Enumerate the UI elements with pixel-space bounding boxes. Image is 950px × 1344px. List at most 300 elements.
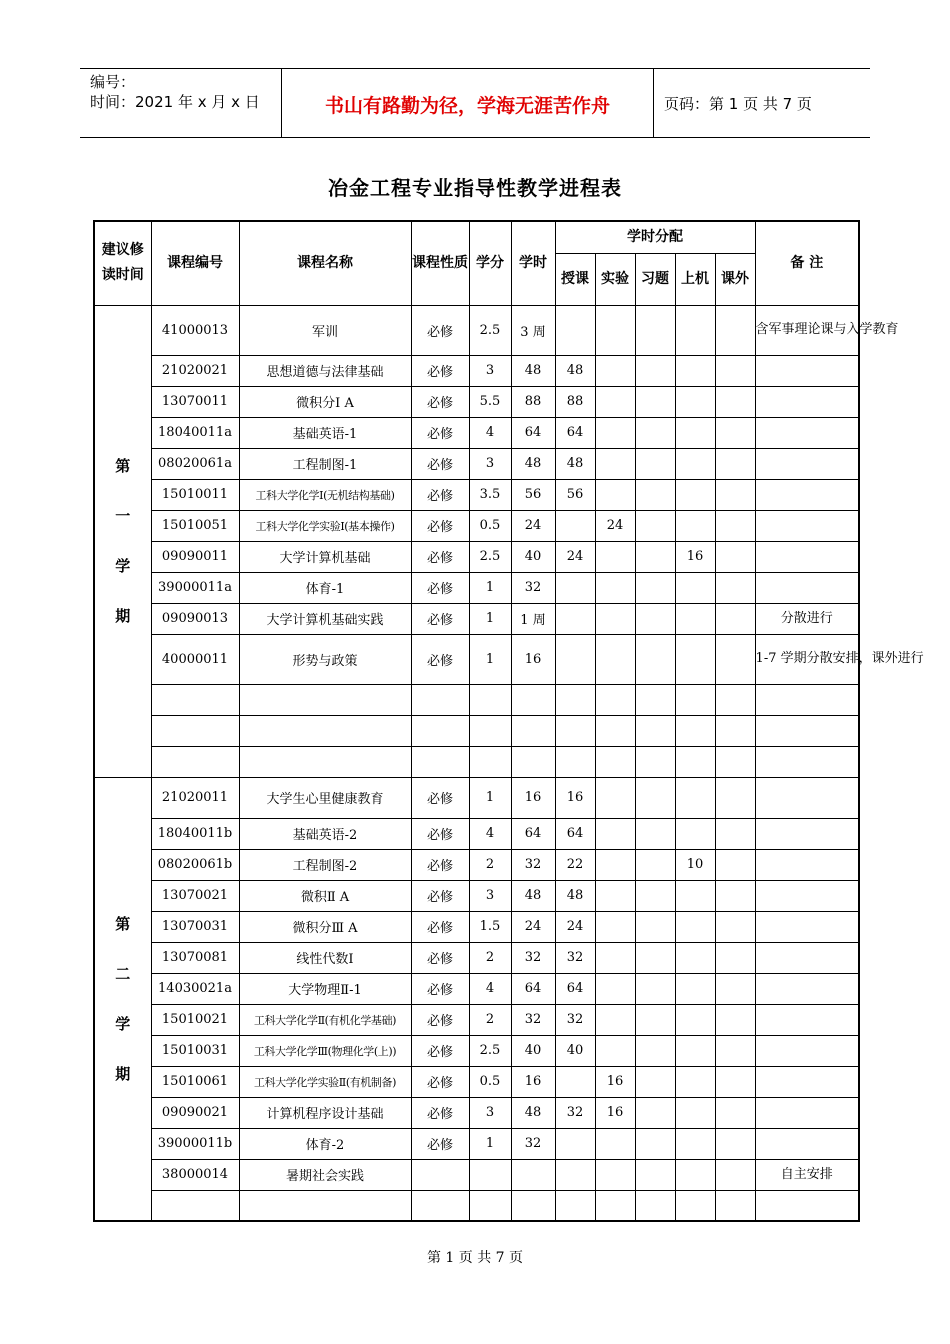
hours-lab	[595, 818, 635, 849]
course-code: 15010031	[151, 1035, 239, 1066]
empty-cell	[595, 715, 635, 746]
empty-cell	[239, 1190, 411, 1221]
hours-computer	[675, 1066, 715, 1097]
course-hours: 56	[511, 479, 555, 510]
course-code: 13070021	[151, 880, 239, 911]
hours-lab: 16	[595, 1066, 635, 1097]
hours-computer	[675, 510, 715, 541]
course-hours: 40	[511, 1035, 555, 1066]
course-remark: 分散进行	[755, 603, 859, 634]
course-hours: 48	[511, 1097, 555, 1128]
course-name: 微积分Ⅲ A	[239, 911, 411, 942]
course-name: 体育-1	[239, 572, 411, 603]
course-code: 41000013	[151, 305, 239, 355]
hours-computer	[675, 1004, 715, 1035]
course-type: 必修	[411, 634, 469, 684]
course-hours: 48	[511, 355, 555, 386]
course-type: 必修	[411, 305, 469, 355]
empty-cell	[511, 684, 555, 715]
hours-lab	[595, 634, 635, 684]
empty-cell	[675, 684, 715, 715]
course-remark	[755, 911, 859, 942]
empty-cell	[411, 1190, 469, 1221]
empty-cell	[755, 746, 859, 777]
hours-lecture: 88	[555, 386, 595, 417]
hours-lecture: 24	[555, 911, 595, 942]
course-code: 21020021	[151, 355, 239, 386]
course-code: 08020061b	[151, 849, 239, 880]
doc-number-label: 编号：	[90, 73, 136, 91]
hours-extra	[715, 479, 755, 510]
course-hours: 48	[511, 880, 555, 911]
table-row	[94, 849, 859, 880]
empty-cell	[411, 684, 469, 715]
hours-lab	[595, 448, 635, 479]
hours-exercise	[635, 572, 675, 603]
empty-cell	[469, 1190, 511, 1221]
course-code: 09090021	[151, 1097, 239, 1128]
course-credit: 2	[469, 942, 511, 973]
course-remark	[755, 448, 859, 479]
course-credit: 3	[469, 1097, 511, 1128]
empty-cell	[635, 715, 675, 746]
course-credit: 2.5	[469, 1035, 511, 1066]
hours-lecture	[555, 634, 595, 684]
course-hours: 64	[511, 818, 555, 849]
course-name: 基础英语-1	[239, 417, 411, 448]
empty-cell	[635, 1190, 675, 1221]
empty-cell	[469, 746, 511, 777]
table-row	[94, 448, 859, 479]
course-name: 微积分Ⅰ A	[239, 386, 411, 417]
header-row	[94, 221, 859, 253]
table-row	[94, 1159, 859, 1190]
course-remark	[755, 479, 859, 510]
table-row	[94, 305, 859, 355]
empty-cell	[511, 746, 555, 777]
course-name: 工程制图-2	[239, 849, 411, 880]
course-code: 13070011	[151, 386, 239, 417]
course-remark	[755, 1035, 859, 1066]
hours-lecture: 32	[555, 1004, 595, 1035]
empty-cell	[755, 1190, 859, 1221]
course-credit: 4	[469, 417, 511, 448]
col-remark: 备 注	[755, 221, 859, 305]
hours-extra	[715, 1097, 755, 1128]
empty-cell	[595, 1190, 635, 1221]
hours-exercise	[635, 880, 675, 911]
table-row	[94, 386, 859, 417]
empty-cell	[151, 746, 239, 777]
course-remark	[755, 880, 859, 911]
course-name: 大学计算机基础实践	[239, 603, 411, 634]
table-row	[94, 942, 859, 973]
col-lecture: 授课	[555, 253, 595, 305]
hours-exercise	[635, 777, 675, 818]
empty-cell	[151, 715, 239, 746]
hours-lab	[595, 973, 635, 1004]
hours-lab	[595, 942, 635, 973]
course-code: 09090013	[151, 603, 239, 634]
empty-cell	[151, 684, 239, 715]
course-hours: 40	[511, 541, 555, 572]
empty-cell	[715, 684, 755, 715]
course-code: 15010011	[151, 479, 239, 510]
empty-cell	[635, 684, 675, 715]
hours-lecture	[555, 1128, 595, 1159]
course-remark: 含军事理论课与入学教育	[755, 305, 859, 355]
course-credit: 3.5	[469, 479, 511, 510]
course-name: 工科大学化学Ⅲ(物理化学(上))	[239, 1035, 411, 1066]
hours-lecture: 64	[555, 417, 595, 448]
col-hour-distribution: 学时分配	[555, 221, 755, 253]
course-name: 计算机程序设计基础	[239, 1097, 411, 1128]
hours-exercise	[635, 1128, 675, 1159]
course-credit: 1	[469, 634, 511, 684]
course-remark	[755, 973, 859, 1004]
hours-lab	[595, 849, 635, 880]
course-hours: 64	[511, 417, 555, 448]
course-credit: 0.5	[469, 1066, 511, 1097]
hours-exercise	[635, 849, 675, 880]
course-credit: 1.5	[469, 911, 511, 942]
empty-cell	[715, 1190, 755, 1221]
hours-lecture	[555, 305, 595, 355]
hours-extra	[715, 973, 755, 1004]
course-remark	[755, 818, 859, 849]
course-name: 军训	[239, 305, 411, 355]
course-remark	[755, 1066, 859, 1097]
hours-computer	[675, 818, 715, 849]
course-code: 15010051	[151, 510, 239, 541]
hours-exercise	[635, 1004, 675, 1035]
empty-cell	[469, 715, 511, 746]
header-meta	[90, 72, 260, 112]
course-credit: 1	[469, 572, 511, 603]
course-name: 工科大学化学Ⅰ(无机结构基础)	[239, 479, 411, 510]
hours-computer	[675, 479, 715, 510]
hours-computer	[675, 1097, 715, 1128]
hours-lecture: 56	[555, 479, 595, 510]
hours-lecture	[555, 510, 595, 541]
course-type: 必修	[411, 417, 469, 448]
hours-extra	[715, 417, 755, 448]
hours-extra	[715, 880, 755, 911]
course-code: 15010021	[151, 1004, 239, 1035]
course-hours: 16	[511, 777, 555, 818]
hours-extra	[715, 572, 755, 603]
hours-computer	[675, 417, 715, 448]
hours-computer	[675, 880, 715, 911]
course-type: 必修	[411, 1128, 469, 1159]
empty-cell	[755, 684, 859, 715]
table-row	[94, 541, 859, 572]
course-name: 微积Ⅱ A	[239, 880, 411, 911]
course-remark	[755, 942, 859, 973]
course-name: 暑期社会实践	[239, 1159, 411, 1190]
course-remark	[755, 1004, 859, 1035]
hours-lab	[595, 541, 635, 572]
course-type: 必修	[411, 448, 469, 479]
hours-lecture: 16	[555, 777, 595, 818]
course-name: 形势与政策	[239, 634, 411, 684]
empty-cell	[555, 684, 595, 715]
empty-cell	[675, 746, 715, 777]
course-hours: 32	[511, 849, 555, 880]
course-type: 必修	[411, 510, 469, 541]
empty-cell	[555, 715, 595, 746]
course-code: 18040011a	[151, 417, 239, 448]
hours-lecture: 40	[555, 1035, 595, 1066]
empty-cell	[675, 715, 715, 746]
hours-exercise	[635, 1035, 675, 1066]
empty-cell	[239, 715, 411, 746]
hours-exercise	[635, 355, 675, 386]
course-type: 必修	[411, 973, 469, 1004]
hours-lab	[595, 880, 635, 911]
hours-exercise	[635, 510, 675, 541]
hours-lecture: 48	[555, 880, 595, 911]
empty-cell	[239, 746, 411, 777]
course-credit: 2.5	[469, 305, 511, 355]
course-remark	[755, 541, 859, 572]
hours-exercise	[635, 603, 675, 634]
hours-extra	[715, 818, 755, 849]
course-credit: 0.5	[469, 510, 511, 541]
course-name: 大学生心里健康教育	[239, 777, 411, 818]
table-row	[94, 634, 859, 684]
hours-lecture	[555, 1159, 595, 1190]
empty-cell	[595, 746, 635, 777]
page-header	[80, 68, 870, 138]
course-type: 必修	[411, 1097, 469, 1128]
course-name: 工程制图-1	[239, 448, 411, 479]
course-hours: 32	[511, 1004, 555, 1035]
col-term: 建议修读时间	[94, 221, 151, 305]
hours-lab	[595, 355, 635, 386]
course-name: 工科大学化学Ⅱ(有机化学基础)	[239, 1004, 411, 1035]
hours-exercise	[635, 942, 675, 973]
course-credit: 4	[469, 973, 511, 1004]
hours-computer	[675, 572, 715, 603]
col-computer: 上机	[675, 253, 715, 305]
course-type: 必修	[411, 942, 469, 973]
hours-lab	[595, 911, 635, 942]
course-remark	[755, 355, 859, 386]
col-hours: 学时	[511, 221, 555, 305]
course-name: 基础英语-2	[239, 818, 411, 849]
course-code: 13070081	[151, 942, 239, 973]
hours-computer	[675, 603, 715, 634]
hours-extra	[715, 911, 755, 942]
hours-lecture	[555, 603, 595, 634]
course-credit: 3	[469, 448, 511, 479]
course-type: 必修	[411, 818, 469, 849]
course-type: 必修	[411, 541, 469, 572]
table-row	[94, 1004, 859, 1035]
hours-lecture	[555, 1066, 595, 1097]
course-credit: 2.5	[469, 541, 511, 572]
course-remark	[755, 849, 859, 880]
course-hours: 32	[511, 1128, 555, 1159]
doc-date-label: 时间：2021 年 x 月 x 日	[90, 93, 260, 111]
empty-cell	[555, 1190, 595, 1221]
course-type: 必修	[411, 1004, 469, 1035]
table-body	[94, 305, 924, 1221]
empty-cell	[675, 1190, 715, 1221]
col-extra: 课外	[715, 253, 755, 305]
course-hours: 48	[511, 448, 555, 479]
course-type: 必修	[411, 603, 469, 634]
hours-exercise	[635, 417, 675, 448]
hours-extra	[715, 1035, 755, 1066]
table-row	[94, 1128, 859, 1159]
hours-lab: 16	[595, 1097, 635, 1128]
header-page-info: 页码：第 1 页 共 7 页	[664, 95, 812, 113]
hours-extra	[715, 1128, 755, 1159]
course-credit: 5.5	[469, 386, 511, 417]
hours-extra	[715, 386, 755, 417]
hours-extra	[715, 355, 755, 386]
hours-lecture: 48	[555, 355, 595, 386]
hours-extra	[715, 777, 755, 818]
hours-computer: 10	[675, 849, 715, 880]
course-code: 15010061	[151, 1066, 239, 1097]
hours-exercise	[635, 448, 675, 479]
course-code: 09090011	[151, 541, 239, 572]
empty-cell	[411, 715, 469, 746]
course-code: 14030021a	[151, 973, 239, 1004]
course-code: 18040011b	[151, 818, 239, 849]
course-name: 线性代数Ⅰ	[239, 942, 411, 973]
hours-lecture: 48	[555, 448, 595, 479]
hours-extra	[715, 603, 755, 634]
table-row	[94, 911, 859, 942]
empty-cell	[715, 746, 755, 777]
hours-extra	[715, 541, 755, 572]
col-code: 课程编号	[151, 221, 239, 305]
col-exercise: 习题	[635, 253, 675, 305]
empty-cell	[595, 684, 635, 715]
hours-computer	[675, 448, 715, 479]
col-credit: 学分	[469, 221, 511, 305]
course-hours: 16	[511, 1066, 555, 1097]
hours-computer	[675, 305, 715, 355]
course-hours: 32	[511, 942, 555, 973]
hours-exercise	[635, 973, 675, 1004]
hours-extra	[715, 849, 755, 880]
hours-lab	[595, 572, 635, 603]
header-motto: 书山有路勤为径，学海无涯苦作舟	[324, 95, 610, 117]
course-hours: 1 周	[511, 603, 555, 634]
course-type: 必修	[411, 572, 469, 603]
hours-lab	[595, 777, 635, 818]
course-name: 思想道德与法律基础	[239, 355, 411, 386]
hours-lab	[595, 1159, 635, 1190]
course-credit: 3	[469, 355, 511, 386]
table-row	[94, 479, 859, 510]
hours-lecture: 24	[555, 541, 595, 572]
term-label: 第 二 学 期	[94, 777, 151, 1221]
hours-lecture	[555, 572, 595, 603]
hours-lecture: 32	[555, 1097, 595, 1128]
course-code: 40000011	[151, 634, 239, 684]
table-row	[94, 572, 859, 603]
course-remark	[755, 1128, 859, 1159]
course-credit: 4	[469, 818, 511, 849]
course-type: 必修	[411, 479, 469, 510]
course-credit: 2	[469, 1004, 511, 1035]
course-hours: 32	[511, 572, 555, 603]
hours-exercise	[635, 634, 675, 684]
table-row	[94, 1066, 859, 1097]
table-row	[94, 880, 859, 911]
hours-lab	[595, 479, 635, 510]
empty-cell	[755, 715, 859, 746]
hours-extra	[715, 1066, 755, 1097]
table-row	[94, 973, 859, 1004]
course-name: 工科大学化学实验Ⅱ(有机制备)	[239, 1066, 411, 1097]
course-type: 必修	[411, 355, 469, 386]
hours-exercise	[635, 479, 675, 510]
course-hours: 64	[511, 973, 555, 1004]
hours-computer	[675, 634, 715, 684]
course-hours: 16	[511, 634, 555, 684]
course-remark	[755, 510, 859, 541]
hours-computer	[675, 355, 715, 386]
course-code: 08020061a	[151, 448, 239, 479]
course-name: 大学物理Ⅱ-1	[239, 973, 411, 1004]
hours-exercise	[635, 1066, 675, 1097]
course-remark	[755, 417, 859, 448]
table-row	[94, 1097, 859, 1128]
course-credit: 1	[469, 1128, 511, 1159]
course-type: 必修	[411, 386, 469, 417]
hours-computer	[675, 911, 715, 942]
page-title: 冶金工程专业指导性教学进程表	[328, 176, 622, 200]
course-type: 必修	[411, 777, 469, 818]
table-row	[94, 1035, 859, 1066]
hours-extra	[715, 634, 755, 684]
col-name: 课程名称	[239, 221, 411, 305]
course-hours: 88	[511, 386, 555, 417]
hours-extra	[715, 448, 755, 479]
course-credit: 1	[469, 603, 511, 634]
table-row	[94, 417, 859, 448]
empty-cell	[511, 715, 555, 746]
course-hours: 3 周	[511, 305, 555, 355]
course-type	[411, 1159, 469, 1190]
hours-computer	[675, 973, 715, 1004]
empty-row	[94, 715, 859, 746]
course-remark	[755, 572, 859, 603]
empty-row	[94, 684, 859, 715]
course-code: 21020011	[151, 777, 239, 818]
hours-lab	[595, 305, 635, 355]
hours-lecture: 22	[555, 849, 595, 880]
course-credit: 3	[469, 880, 511, 911]
course-credit: 2	[469, 849, 511, 880]
course-code: 39000011a	[151, 572, 239, 603]
hours-exercise	[635, 1097, 675, 1128]
hours-computer	[675, 386, 715, 417]
course-type: 必修	[411, 1066, 469, 1097]
course-remark: 1-7 学期分散安排，课外进行	[755, 634, 859, 684]
hours-extra	[715, 510, 755, 541]
course-type: 必修	[411, 911, 469, 942]
hours-lab	[595, 1128, 635, 1159]
course-remark	[755, 777, 859, 818]
